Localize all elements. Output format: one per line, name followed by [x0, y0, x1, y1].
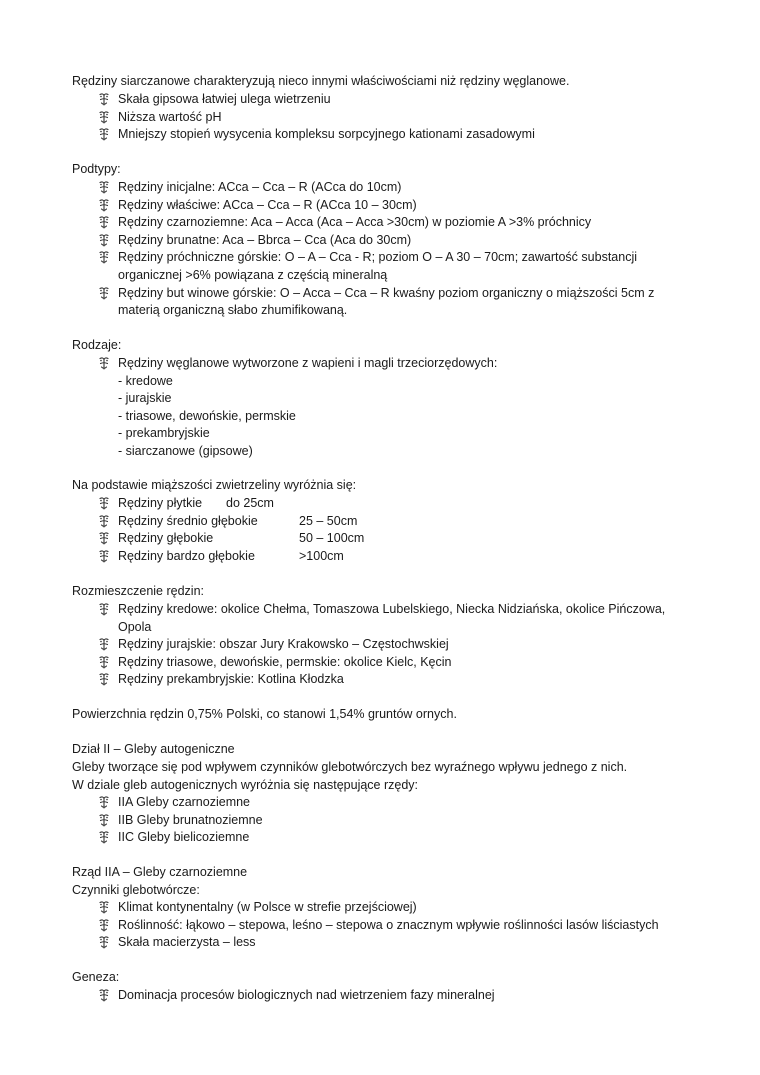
list-item: Rędziny brunatne: Aca – Bbrca – Cca (Aca do 30cm)	[97, 232, 678, 250]
bullet-icon	[97, 655, 111, 670]
bullet-icon	[97, 127, 111, 142]
bullet-icon	[97, 92, 111, 107]
intro-paragraph: Rędziny siarczanowe charakteryzują nieco innymi właściwościami niż rędziny węglanowe.	[72, 74, 570, 88]
list-item: Skała macierzysta – less	[97, 934, 659, 952]
bullet-icon	[97, 830, 111, 845]
bullet-icon	[97, 900, 111, 915]
bullet-icon	[97, 286, 111, 301]
intro-list	[97, 91, 535, 144]
miazszosc-list	[97, 495, 364, 565]
bullet-icon	[97, 496, 111, 511]
list-item: Rędziny kredowe: okolice Chełma, Tomaszowa Lubelskiego, Niecka Nidziańska, okolice Pińczowa, Opola	[97, 601, 678, 636]
bullet-icon	[97, 215, 111, 230]
list-item: IIC Gleby bielicoziemne	[97, 829, 263, 847]
list-item: Rędziny inicjalne: ACca – Cca – R (ACca do 10cm)	[97, 179, 678, 197]
dzial-title: Dział II – Gleby autogeniczne	[72, 742, 235, 756]
bullet-icon	[97, 198, 111, 213]
rodzaje-list	[97, 355, 497, 461]
bullet-icon	[97, 180, 111, 195]
list-item: Rędziny prekambryjskie: Kotlina Kłodzka	[97, 671, 678, 689]
geneza-list	[97, 987, 495, 1005]
geneza-heading: Geneza:	[72, 970, 120, 984]
bullet-icon	[97, 110, 111, 125]
sub-item: - triasowe, dewońskie, permskie	[118, 408, 296, 423]
list-item: Roślinność: łąkowo – stepowa, leśno – stepowa o znacznym wpływie roślinności lasów liściastych	[97, 917, 659, 935]
list-item: Niższa wartość pH	[97, 109, 535, 127]
bullet-icon	[97, 356, 111, 371]
list-item: Rędziny jurajskie: obszar Jury Krakowsko – Częstochwskiej	[97, 636, 678, 654]
rzad-list	[97, 899, 659, 952]
rzad-title: Rząd IIA – Gleby czarnoziemne	[72, 865, 248, 879]
bullet-icon	[97, 813, 111, 828]
bullet-icon	[97, 637, 111, 652]
rozmieszczenie-list	[97, 601, 678, 689]
bullet-icon	[97, 918, 111, 933]
powierzchnia-paragraph: Powierzchnia rędzin 0,75% Polski, co stanowi 1,54% gruntów ornych.	[72, 707, 457, 721]
rodzaje-sublist	[118, 373, 497, 461]
list-item: IIB Gleby brunatnoziemne	[97, 812, 263, 830]
list-item: Rędziny właściwe: ACca – Cca – R (ACca 10 – 30cm)	[97, 197, 678, 215]
list-item: Rędziny płytkie do 25cm	[97, 495, 364, 513]
list-item: Dominacja procesów biologicznych nad wietrzeniem fazy mineralnej	[97, 987, 495, 1005]
bullet-icon	[97, 233, 111, 248]
sub-item: - siarczanowe (gipsowe)	[118, 443, 253, 458]
sub-item: - prekambryjskie	[118, 426, 210, 441]
bullet-icon	[97, 549, 111, 564]
bullet-icon	[97, 531, 111, 546]
bullet-icon	[97, 514, 111, 529]
list-item: Rędziny czarnoziemne: Aca – Acca (Aca – Acca >30cm) w poziomie A >3% próchnicy	[97, 214, 678, 232]
podtypy-list	[97, 179, 678, 320]
list-item: Mniejszy stopień wysycenia kompleksu sorpcyjnego kationami zasadowymi	[97, 126, 535, 144]
list-item: Rędziny głębokie 50 – 100cm	[97, 530, 364, 548]
dzial-line1: Gleby tworzące się pod wpływem czynników glebotwórczych bez wyraźnego wpływu jednego z nich.	[72, 760, 628, 774]
dzial-line2: W dziale gleb autogenicznych wyróżnia się następujące rzędy:	[72, 778, 419, 792]
list-item: IIA Gleby czarnoziemne	[97, 794, 263, 812]
rzad-subtitle: Czynniki glebotwórcze:	[72, 883, 200, 897]
rozmieszczenie-heading: Rozmieszczenie rędzin:	[72, 584, 204, 598]
bullet-icon	[97, 988, 111, 1003]
list-item: Rędziny but winowe górskie: O – Acca – Cca – R kwaśny poziom organiczny o miąższości 5cm z materią organiczną słabo zhumifikowaną.	[97, 285, 678, 320]
bullet-icon	[97, 602, 111, 617]
sub-item: - kredowe	[118, 373, 173, 388]
bullet-icon	[97, 250, 111, 265]
dzial-list	[97, 794, 263, 847]
sub-item: - jurajskie	[118, 391, 172, 406]
podtypy-heading: Podtypy:	[72, 162, 121, 176]
bullet-icon	[97, 935, 111, 950]
list-item: Rędziny bardzo głębokie >100cm	[97, 548, 364, 566]
list-item: Rędziny węglanowe wytworzone z wapieni i magli trzeciorzędowych: - kredowe - jurajskie - triasowe, dewońskie, permskie - prekambryjskie - siarczanowe (gipsowe)	[97, 355, 497, 461]
miazszosc-heading: Na podstawie miąższości zwietrzeliny wyróżnia się:	[72, 478, 357, 492]
list-item: Rędziny triasowe, dewońskie, permskie: okolice Kielc, Kęcin	[97, 654, 678, 672]
list-item: Klimat kontynentalny (w Polsce w strefie przejściowej)	[97, 899, 659, 917]
bullet-icon	[97, 672, 111, 687]
list-item: Skała gipsowa łatwiej ulega wietrzeniu	[97, 91, 535, 109]
rodzaje-heading: Rodzaje:	[72, 338, 122, 352]
bullet-icon	[97, 795, 111, 810]
list-item: Rędziny próchniczne górskie: O – A – Cca - R; poziom O – A 30 – 70cm; zawartość substancji organicznej >6% powiązana z częścią mineralną	[97, 249, 678, 284]
list-item: Rędziny średnio głębokie 25 – 50cm	[97, 513, 364, 531]
